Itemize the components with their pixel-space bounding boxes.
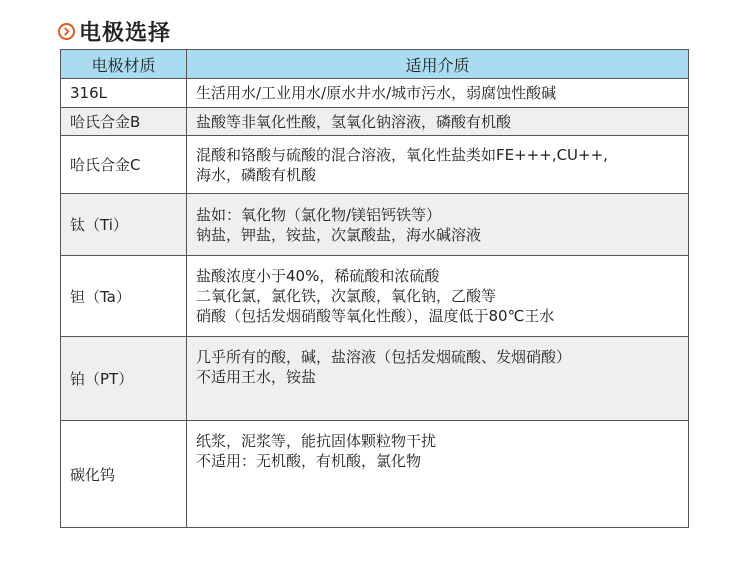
material-cell: 哈氏合金B (61, 108, 187, 136)
header-material: 电极材质 (61, 50, 187, 79)
media-line: 二氧化氯，氯化铁，次氯酸，氧化钠，乙酸等 (196, 287, 497, 305)
material-cell: 316L (61, 79, 187, 108)
table-row (61, 108, 689, 136)
section-title (58, 16, 171, 46)
media-line: 生活用水/工业用水/原水井水/城市污水，弱腐蚀性酸碱 (196, 84, 557, 102)
table-row (61, 79, 689, 108)
material-cell: 哈氏合金C (61, 136, 187, 194)
media-line: 海水，磷酸有机酸 (196, 165, 317, 184)
media-line: 盐酸等非氧化性酸，氢氧化钠溶液，磷酸有机酸 (196, 112, 512, 131)
media-cell (187, 136, 689, 194)
material-cell: 钽（Ta） (61, 256, 187, 337)
page-title: 电极选择 (79, 20, 172, 46)
media-line: 盐如：氧化物（氯化物/镁铝钙铁等） (196, 205, 442, 224)
table-row (61, 194, 689, 256)
media-cell (187, 108, 689, 136)
material-cell: 碳化钨 (61, 421, 187, 528)
media-cell (187, 337, 689, 421)
media-line: 硝酸（包括发烟硝酸等氧化性酸），温度低于80℃王水 (196, 307, 555, 325)
media-line: 混酸和铬酸与硫酸的混合溶液，氧化性盐类如FE+++,CU++, (196, 145, 608, 164)
media-line: 不适用：无机酸，有机酸，氯化物 (196, 452, 422, 470)
media-line: 不适用王水，铵盐 (196, 368, 317, 386)
table-row (61, 337, 689, 421)
material-cell: 铂（PT） (61, 337, 187, 421)
media-cell (187, 421, 689, 528)
media-line: 纸浆，泥浆等，能抗固体颗粒物干扰 (196, 432, 437, 450)
media-cell (187, 194, 689, 256)
electrode-selection-table (60, 49, 689, 528)
chevron-right-circle-icon (58, 23, 75, 40)
media-line: 盐酸浓度小于40%，稀硫酸和浓硫酸 (196, 267, 440, 285)
table-row (61, 256, 689, 337)
media-line: 几乎所有的酸，碱，盐溶液（包括发烟硫酸、发烟硝酸） (196, 348, 572, 366)
table-row (61, 136, 689, 194)
header-media: 适用介质 (187, 50, 689, 79)
media-cell (187, 256, 689, 337)
material-cell: 钛（Ti） (61, 194, 187, 256)
table-row (61, 421, 689, 528)
media-line: 钠盐，钾盐，铵盐，次氯酸盐，海水碱溶液 (196, 225, 482, 244)
media-cell (187, 79, 689, 108)
table-header-row (61, 50, 689, 79)
